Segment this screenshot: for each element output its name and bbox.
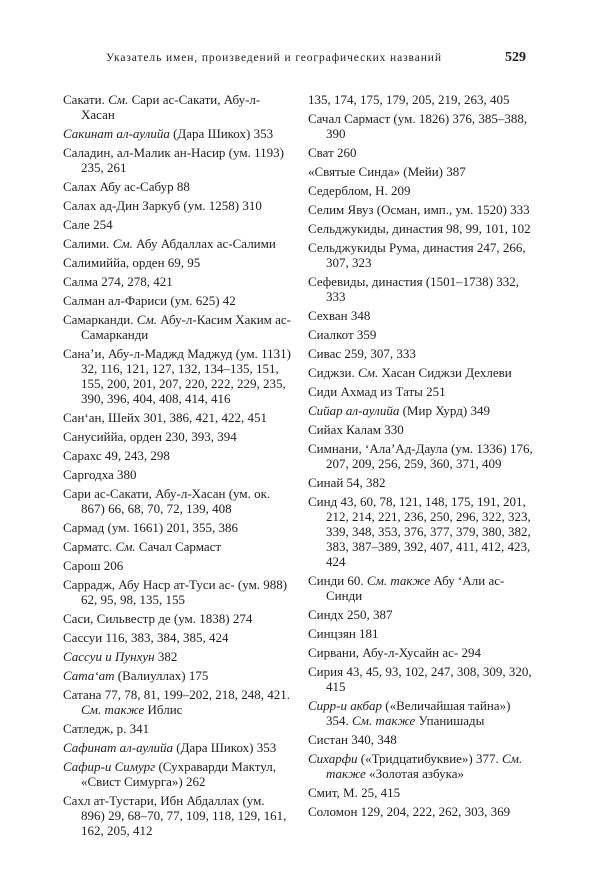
index-entry xyxy=(308,607,536,622)
index-entry xyxy=(63,649,291,664)
index-entry-text: Сатана 77, 78, 81, 199–202, 218, 248, 421. xyxy=(63,687,290,702)
index-entry-text: (Сухраварди Мактул, «Свист Симурга») 262 xyxy=(81,759,276,789)
index-entry-text: Хасан Сиджзи Дехлеви xyxy=(378,365,512,380)
index-entry-text: Санусиййа, орден 230, 393, 394 xyxy=(63,429,237,444)
index-entry xyxy=(63,721,291,736)
index-entry xyxy=(308,202,536,217)
index-entry-text: «Святые Синда» (Мейи) 387 xyxy=(308,164,466,179)
index-entry-text: Сефевиды, династия (1501–1738) 332, 333 xyxy=(308,274,519,304)
index-entry-text: Саррадж, Абу Наср ат-Туси ас- (ум. 988) 62, 95, 98, 135, 155 xyxy=(63,577,288,607)
index-entry xyxy=(63,467,291,482)
index-entry-text: Сехван 348 xyxy=(308,308,371,323)
index-entry-text: Сатледж, р. 341 xyxy=(63,721,150,736)
index-entry xyxy=(308,365,536,380)
index-entry xyxy=(308,145,536,160)
index-entry xyxy=(63,236,291,251)
index-entry-text: Сана’и, Абу-л-Маджд Маджуд (ум. 1131) 32, 116, 121, 127, 132, 134–135, 151, 155, 200, 201, 207, 220, 222, 229, 235, 390, 396, 404, 408, 414, 416 xyxy=(63,346,291,406)
index-entry xyxy=(63,429,291,444)
index-entry-text: Салимиййа, орден 69, 95 xyxy=(63,255,201,270)
index-entry-text: Сакати. xyxy=(63,92,109,107)
index-entry xyxy=(308,346,536,361)
index-entry xyxy=(63,740,291,755)
index-entry xyxy=(308,384,536,399)
index-entry xyxy=(63,255,291,270)
index-entry-text: Сассуи 116, 383, 384, 385, 424 xyxy=(63,630,229,645)
index-entry-text: Сирвани, Абу-л-Хусайн ас- 294 xyxy=(308,645,481,660)
index-entry xyxy=(63,126,291,141)
index-entry xyxy=(308,164,536,179)
index-entry-text: Седерблом, Н. 209 xyxy=(308,183,411,198)
index-entry-text: Сарош 206 xyxy=(63,558,124,573)
index-entry xyxy=(63,630,291,645)
index-entry-text: Упанишады xyxy=(415,713,485,728)
index-entry-italic-text: См. также xyxy=(352,713,416,728)
index-entry-text: Сарахс 49, 243, 298 xyxy=(63,448,170,463)
index-entry-text: Синай 54, 382 xyxy=(308,475,386,490)
index-entry-text: Сельджукиды, династия 98, 99, 101, 102 xyxy=(308,221,531,236)
index-entry-italic-text: См. xyxy=(115,539,136,554)
index-entry-italic-text: См. xyxy=(357,365,379,380)
index-entry-text: Сийах Калам 330 xyxy=(308,422,404,437)
index-entry xyxy=(63,293,291,308)
index-entry xyxy=(308,183,536,198)
index-entry-italic-text: Сихарфи xyxy=(308,751,358,766)
index-entry-text: Синд 43, 60, 78, 121, 148, 175, 191, 201, 212, 214, 221, 236, 250, 296, 322, 323, 339, 348, 353, 376, 377, 379, 380, 382, 383, 387–389, 392, 407, 411, 412, 423, 424 xyxy=(308,494,531,569)
index-entry-text: Симнани, ‘Ала’Ад-Даула (ум. 1336) 176, 207, 209, 256, 259, 360, 371, 409 xyxy=(308,441,533,471)
index-entry-text: Соломон 129, 204, 222, 262, 303, 369 xyxy=(308,804,511,819)
index-entry-text: (Дара Шикох) 353 xyxy=(173,740,277,755)
index-entry-text: Сан‘ан, Шейх 301, 386, 421, 422, 451 xyxy=(63,410,268,425)
index-entry xyxy=(308,494,536,569)
index-entry xyxy=(63,198,291,213)
index-entry-text: Синцзян 181 xyxy=(308,626,379,641)
index-entry xyxy=(308,274,536,304)
index-entry-text: (Мир Хурд) 349 xyxy=(399,403,490,418)
index-entry xyxy=(63,668,291,683)
index-entry xyxy=(308,751,536,781)
index-entry xyxy=(63,410,291,425)
index-entry-text: Салах Абу ас-Сабур 88 xyxy=(63,179,190,194)
index-entry-text: Абу ‘Али ас-Синди xyxy=(326,573,505,603)
index-entry xyxy=(308,626,536,641)
index-entry xyxy=(63,793,291,838)
index-entry-italic-text: Сакинат ал-аулийа xyxy=(63,126,170,141)
index-entry xyxy=(63,448,291,463)
index-entry-italic-text: Сийар ал-аулийа xyxy=(308,403,400,418)
index-entry-text: Сармад (ум. 1661) 201, 355, 386 xyxy=(63,520,238,535)
index-entry-text: Иблис xyxy=(144,702,183,717)
index-entry xyxy=(63,520,291,535)
index-entry-text: Саргодха 380 xyxy=(63,467,137,482)
index-entry-text: (Валиуллах) 175 xyxy=(114,668,209,683)
index-entry-text: Сиди Ахмад из Таты 251 xyxy=(308,384,446,399)
index-entry-italic-text: Сафир-и Симург xyxy=(63,759,156,774)
index-entry xyxy=(63,145,291,175)
index-entry-text: Сачал Сармаст xyxy=(135,539,222,554)
index-entry-text: Сиджзи. xyxy=(308,365,358,380)
index-entry-text: Абу Абдаллах ас-Салими xyxy=(132,236,276,251)
index-entry xyxy=(308,111,536,141)
index-entry-italic-text: См. xyxy=(112,236,133,251)
index-entry-italic-text: См. xyxy=(108,92,129,107)
index-entry xyxy=(63,558,291,573)
index-entry xyxy=(308,422,536,437)
index-entry xyxy=(308,475,536,490)
index-entry-text: Сачал Сармаст (ум. 1826) 376, 385–388, 390 xyxy=(308,111,528,141)
index-entry-italic-text: Сата‘ат xyxy=(63,668,115,683)
index-entry-text: Синдх 250, 387 xyxy=(308,607,393,622)
index-entry-italic-text: Сассуи и Пунхун xyxy=(63,649,155,664)
index-entry-italic-text: См. также xyxy=(81,702,145,717)
page-number: 529 xyxy=(505,50,526,65)
index-entry-text: 382 xyxy=(154,649,178,664)
index-entry-text: 135, 174, 175, 179, 205, 219, 263, 405 xyxy=(308,92,510,107)
index-entry xyxy=(63,92,291,122)
index-entry-text: Систан 340, 348 xyxy=(308,732,397,747)
index-entry xyxy=(63,346,291,406)
index-entry-text: Саладин, ал-Малик ан-Насир (ум. 1193) 235, 261 xyxy=(63,145,284,175)
index-entry-text: Самарканди. xyxy=(63,312,137,327)
index-entry xyxy=(308,573,536,603)
index-entry-text: (Дара Шикох) 353 xyxy=(169,126,274,141)
index-entry xyxy=(308,664,536,694)
index-entry xyxy=(308,327,536,342)
index-entry xyxy=(308,403,536,418)
index-entry-text: Сале 254 xyxy=(63,217,113,232)
index-entry-italic-text: Сафинат ал-аулийа xyxy=(63,740,173,755)
index-entry-text: Сарматс. xyxy=(63,539,116,554)
index-entry-text: Сари ас-Сакати, Абу-л-Хасан xyxy=(81,92,261,122)
index-entry-text: («Величайшая тайна») 354. xyxy=(326,698,511,728)
index-entry xyxy=(63,274,291,289)
index-entry xyxy=(308,732,536,747)
index-entry-text: Смит, М. 25, 415 xyxy=(308,785,401,800)
index-entry xyxy=(308,645,536,660)
index-entry-text: Сахл ат-Тустари, Ибн Абдаллах (ум. 896) 29, 68–70, 77, 109, 118, 129, 161, 162, 205, 412 xyxy=(63,793,287,838)
running-title: Указатель имен, произведений и географических названий xyxy=(106,52,442,64)
index-entry xyxy=(308,240,536,270)
index-entry xyxy=(308,92,536,107)
index-column-right xyxy=(308,92,536,823)
index-entry-text: Синди 60. xyxy=(308,573,367,588)
index-entry xyxy=(63,687,291,717)
index-entry-text: Сирия 43, 45, 93, 102, 247, 308, 309, 320, 415 xyxy=(308,664,532,694)
index-entry-italic-text: См. xyxy=(136,312,157,327)
index-entry xyxy=(63,759,291,789)
index-entry-text: Сват 260 xyxy=(308,145,357,160)
index-entry-italic-text: См. также xyxy=(366,573,431,588)
index-entry-text: Абу-л-Касим Хаким ас-Самарканди xyxy=(81,312,291,342)
index-entry-text: Салими. xyxy=(63,236,113,251)
index-entry xyxy=(63,179,291,194)
index-entry-italic-text: Сирр-и акбар xyxy=(308,698,383,713)
index-entry xyxy=(63,486,291,516)
index-entry-text: Сельджукиды Рума, династия 247, 266, 307, 323 xyxy=(308,240,526,270)
index-entry-text: Салман ал-Фариси (ум. 625) 42 xyxy=(63,293,236,308)
index-entry xyxy=(308,221,536,236)
index-entry-text: Сивас 259, 307, 333 xyxy=(308,346,416,361)
index-entry xyxy=(308,308,536,323)
index-column-left xyxy=(63,92,291,842)
index-entry-text: Сиалкот 359 xyxy=(308,327,377,342)
index-entry-text: «Золотая азбука» xyxy=(365,766,464,781)
index-entry-italic-text: См. также xyxy=(326,751,523,781)
index-entry-text: Селим Явуз (Осман, имп., ум. 1520) 333 xyxy=(308,202,530,217)
index-entry xyxy=(63,611,291,626)
index-entry xyxy=(63,577,291,607)
index-entry xyxy=(63,217,291,232)
index-entry xyxy=(308,698,536,728)
index-entry-text: («Тридцатибуквие») 377. xyxy=(357,751,503,766)
index-entry xyxy=(308,804,536,819)
index-entry xyxy=(63,539,291,554)
index-entry-text: Салма 274, 278, 421 xyxy=(63,274,173,289)
index-entry xyxy=(63,312,291,342)
index-entry xyxy=(308,785,536,800)
index-entry-text: Саси, Сильвестр де (ум. 1838) 274 xyxy=(63,611,253,626)
index-entry xyxy=(308,441,536,471)
index-entry-text: Сари ас-Сакати, Абу-л-Хасан (ум. ок. 867) 66, 68, 70, 72, 139, 408 xyxy=(63,486,271,516)
index-entry-text: Салах ад-Дин Заркуб (ум. 1258) 310 xyxy=(63,198,262,213)
